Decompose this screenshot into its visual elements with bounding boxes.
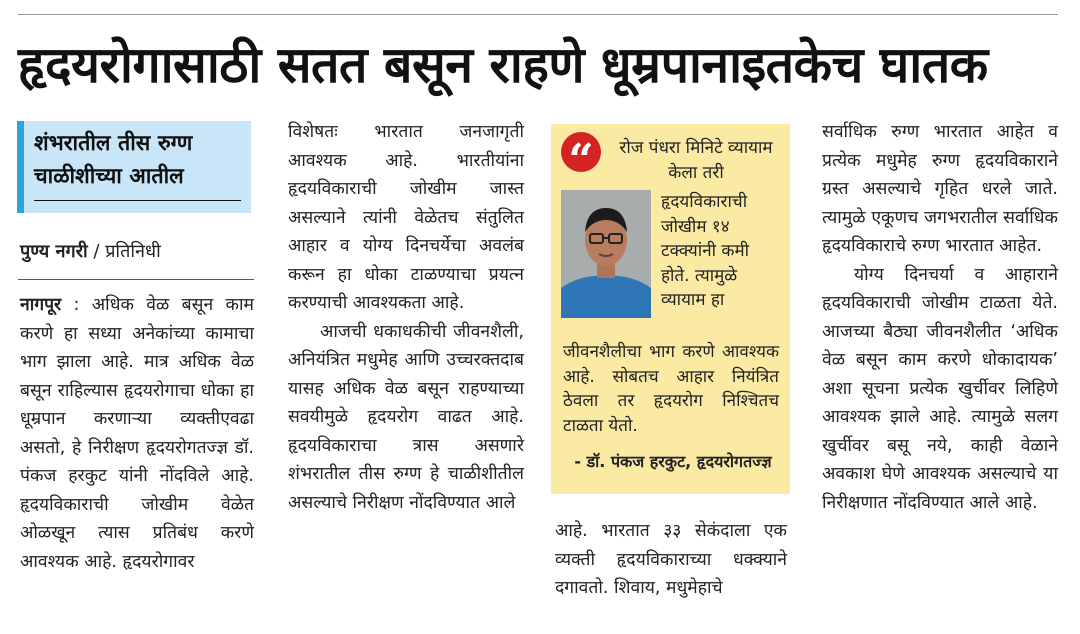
subheading-box [17,121,251,213]
pull-quote-side-text: हृदयविकाराची जोखीम १४ टक्क्यांनी कमी होते. त्यामुळे व्यायाम हा [661,192,750,310]
byline-rule [18,279,254,280]
pull-quote-body: जीवनशैलीचा भाग करणे आवश्यक आहे. सोबतच आहार नियंत्रित ठेवला तर हृदयरोग निश्चितच टाळता येतो. [563,342,779,436]
byline-role: प्रतिनिधी [105,241,161,262]
column-2-paragraph-2: आजची धकाधकीची जीवनशैली, अनियंत्रित मधुमेह आणि उच्चरक्तदाब यासह अधिक वेळ बसून राहण्याच्या सवयीमुळे हृदयरोग वाढत आहे. हृदयविकाराचा त्रास असणारे शंभरातील तीस रुग्ण हे चाळीशीतील असल्याचे निरीक्षण नोंदविण्यात आले [288,321,524,513]
pull-quote-attribution: - डॉ. पंकज हरकुट, हृदयरोगतज्ज्ञ [574,452,772,471]
subheading-line-1: शंभरातील तीस रुग्ण [34,131,193,156]
top-rule [18,14,1058,15]
column-4-paragraph-2: योग्य दिनचर्या व आहाराने हृदयविकाराची जोखीम टाळता येते. आजच्या बैठ्या जीवनशैलीत ‘अधिक वेळ बसून काम करणे धोकादायक’ अशा सूचना प्रत्येक खुर्चीवर लिहिणे आवश्यक झाले आहे. त्यामुळे सलग खुर्चीवर बसू नये, काही वेळाने अवकाश घेणे आवश्यक असल्याचे या निरीक्षणात नोंदविण्यात आले आहे. [822,264,1058,513]
subheading-underline [34,200,241,201]
column-1-paragraph [20,291,254,576]
article-column-3 [555,517,787,603]
subheading-line-2: चाळीशीच्या आतील [34,164,184,189]
article-column-4 [822,118,1058,517]
column-2-paragraph-1: विशेषतः भारतात जनजागृती आवश्यक आहे. भारतीयांना हृदयविकाराची जोखीम जास्त असल्याने त्यांनी वेळेतच संतुलित आहार व योग्य दिनचर्येचा अवलंब करून हा धोका टाळण्याचा प्रयत्न करण्याची आवश्यकता आहे. [288,122,524,313]
dateline-place: नागपूर [20,295,62,315]
byline [20,239,254,265]
quote-marks-icon: “ [561,132,601,172]
byline-separator: / [93,241,100,262]
byline-source: पुण्य नगरी [20,241,88,262]
doctor-portrait-photo [561,190,651,318]
column-3-paragraph: आहे. भारतात ३३ सेकंदाला एक व्यक्ती हृदयविकाराच्या धक्क्याने दगावतो. शिवाय, मधुमेहाचे [555,521,787,598]
pull-quote-lead: रोज पंधरा मिनिटे व्यायाम केला तरी [619,138,773,183]
column-4-paragraph-1: सर्वाधिक रुग्ण भारतात आहेत व प्रत्येक मधुमेह रुग्ण हृदयविकाराने ग्रस्त असल्याचे गृहित धरले जाते. त्यामुळे एकूणच जगभरातील सर्वाधिक हृदयविकाराचे रुग्ण भारतात आहेत. [822,122,1058,256]
pull-quote-box [551,124,790,494]
article-column-2 [288,118,524,517]
column-1-text: : अधिक वेळ बसून काम करणे हा सध्या अनेकांच्या कामाचा भाग झाला आहे. मात्र अधिक वेळ बसून राहिल्यास हृदयरोगाचा धोका हा धूम्रपान करणाऱ्या व्यक्तीएवढा असतो, हे निरीक्षण हृदयरोगतज्ज्ञ डॉ. पंकज हरकुट यांनी नोंदविले आहे. हृदयविकाराची जोखीम वेळेत ओळखून त्यास प्रतिबंध करणे आवश्यक आहे. हृदयरोगावर [20,295,254,572]
article-column-1 [20,291,254,576]
headline: हृदयरोगासाठी सतत बसून राहणे धूम्रपानाइतकेच घातक [18,36,988,94]
